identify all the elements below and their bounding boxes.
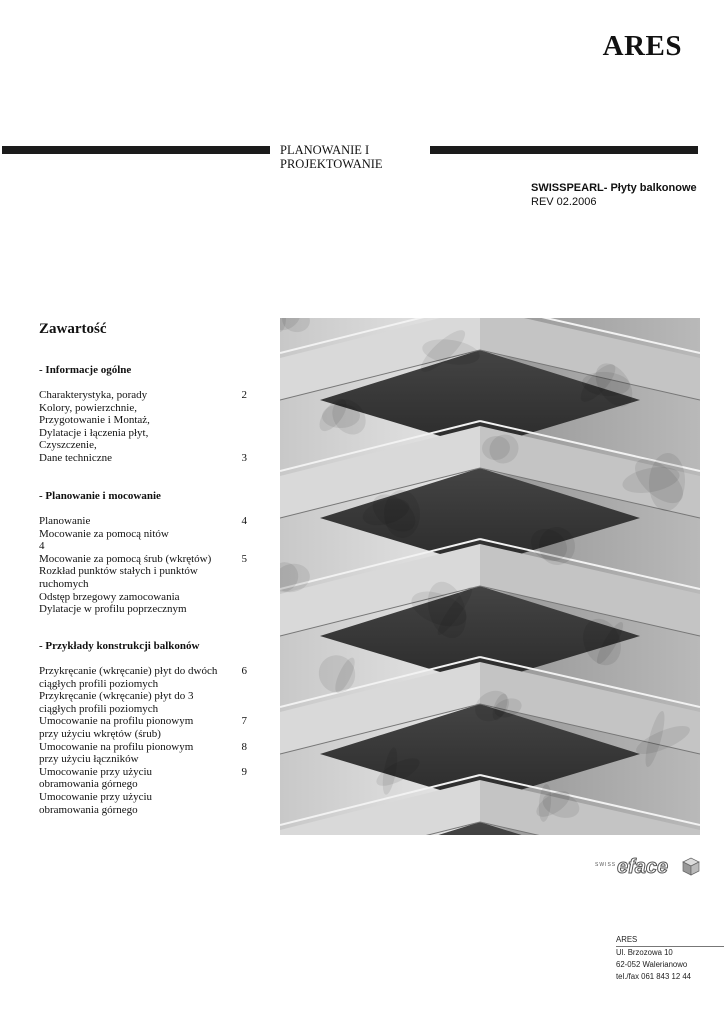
toc-entry xyxy=(39,439,249,452)
toc-entry-page xyxy=(247,427,249,440)
toc-entry-text: Planowanie xyxy=(39,515,91,527)
address-company: ARES xyxy=(616,934,724,947)
toc-entry xyxy=(39,603,249,616)
toc-section-list xyxy=(39,665,249,816)
toc-entry xyxy=(39,703,249,716)
toc-entry xyxy=(39,578,249,591)
toc-entry xyxy=(39,715,249,728)
toc-entry-text: Czyszczenie, xyxy=(39,439,97,452)
toc-entry-page xyxy=(247,591,249,604)
toc-entry-page xyxy=(247,540,249,553)
toc-entry-page xyxy=(247,578,249,591)
toc-entry xyxy=(39,728,249,741)
toc-section-list xyxy=(39,515,249,616)
address-street: Ul. Brzozowa 10 xyxy=(616,948,673,957)
toc-entry-text: Przygotowanie i Montaż, xyxy=(39,414,150,427)
toc-entry xyxy=(39,678,249,691)
toc-entry xyxy=(39,402,249,415)
toc-entry-text: Charakterystyka, porady xyxy=(39,389,148,401)
product-info xyxy=(531,181,697,209)
toc-section-heading: - Przykłady konstrukcji balkonów xyxy=(39,640,200,652)
toc-entry-text: Umocowanie na profilu pionowym xyxy=(39,740,194,753)
toc-entry-page: 4 xyxy=(241,515,247,527)
toc-entry-page xyxy=(247,690,249,703)
toc-entry-text: 4 xyxy=(39,540,45,553)
toc-entry-text: Dane techniczne xyxy=(39,451,112,464)
toc-entry-page xyxy=(247,402,249,415)
toc-entry-page: 2 xyxy=(241,389,247,401)
toc-entry-text: Umocowanie na profilu pionowym xyxy=(39,715,194,728)
toc-entry xyxy=(39,665,249,678)
toc-entry-page: 8 xyxy=(241,740,247,753)
toc-entry xyxy=(39,540,249,553)
address-city: 62-052 Walerianowo xyxy=(616,960,688,969)
header-rule-left xyxy=(2,146,270,154)
toc-entry-page: 7 xyxy=(241,715,247,728)
toc-entry-text: przy użyciu łączników xyxy=(39,753,139,766)
toc-entry xyxy=(39,778,249,791)
toc-entry xyxy=(39,553,249,566)
toc-entry-page xyxy=(247,603,249,616)
toc-entry-text: Kolory, powierzchnie, xyxy=(39,401,137,414)
toc-entry xyxy=(39,389,249,402)
toc-entry-text: obramowania górnego xyxy=(39,778,138,791)
toc-entry xyxy=(39,427,249,440)
balcony-photo xyxy=(280,318,700,835)
toc-entry-page xyxy=(247,804,249,817)
product-title: SWISSPEARL- Płyty balkonowe xyxy=(531,182,697,194)
toc-entry xyxy=(39,791,249,804)
swiss-eface-logo xyxy=(595,852,705,880)
toc-entry-text: Rozkład punktów stałych i punktów xyxy=(39,565,198,578)
toc-entry-text: obramowania górnego xyxy=(39,803,138,816)
logo-small-text: SWISS xyxy=(595,862,617,868)
toc-entry-page xyxy=(247,753,249,766)
toc-entry-page xyxy=(247,678,249,691)
toc-entry-text: Przykręcanie (wkręcanie) płyt do 3 xyxy=(39,690,194,703)
section-title xyxy=(280,143,420,171)
toc-entry-page xyxy=(247,528,249,541)
toc-entry xyxy=(39,528,249,541)
toc-entry xyxy=(39,515,249,528)
toc-entry-text: Mocowanie za pomocą śrub (wkrętów) xyxy=(39,552,212,565)
section-title-line-1: PLANOWANIE I xyxy=(280,143,370,157)
toc-entry xyxy=(39,565,249,578)
toc-entry-page xyxy=(247,728,249,741)
toc-entry-page: 9 xyxy=(241,765,247,778)
toc-entry-text: ruchomych xyxy=(39,577,89,590)
cube-icon xyxy=(683,858,699,875)
toc-title: Zawartość xyxy=(39,321,107,337)
toc-entry-text: Umocowanie przy użyciu xyxy=(39,765,153,778)
address-phone: tel./fax 061 843 12 44 xyxy=(616,972,691,981)
toc-entry-page xyxy=(247,703,249,716)
toc-entry-text: przy użyciu wkrętów (śrub) xyxy=(39,727,161,740)
header-rule-right xyxy=(430,146,698,154)
toc-entry-page: 6 xyxy=(241,665,247,677)
toc-entry-text: Mocowanie za pomocą nitów xyxy=(39,527,169,540)
toc-entry-text: Dylatacje i łączenia płyt, xyxy=(39,426,149,439)
toc-entry-text: ciągłych profili poziomych xyxy=(39,677,159,690)
toc-entry-text: Przykręcanie (wkręcanie) płyt do dwóch xyxy=(39,665,218,677)
address-block xyxy=(616,934,724,983)
toc-entry xyxy=(39,741,249,754)
toc-entry-page: 5 xyxy=(241,552,247,565)
toc-entry xyxy=(39,452,249,465)
toc-entry xyxy=(39,753,249,766)
toc-entry-page xyxy=(247,439,249,452)
toc-entry-page xyxy=(247,565,249,578)
toc-entry xyxy=(39,414,249,427)
logo-text: eface xyxy=(617,856,669,878)
toc-entry-text: Odstęp brzegowy zamocowania xyxy=(39,590,180,603)
toc-entry-page xyxy=(247,414,249,427)
brand-title: ARES xyxy=(602,30,682,62)
toc-entry-page: 3 xyxy=(241,451,247,464)
toc-entry xyxy=(39,690,249,703)
toc-section-heading: - Planowanie i mocowanie xyxy=(39,490,161,502)
toc-section-list xyxy=(39,389,249,465)
toc-entry-text: Dylatacje w profilu poprzecznym xyxy=(39,603,187,616)
toc-entry-text: Umocowanie przy użyciu xyxy=(39,790,153,803)
section-title-line-2: PROJEKTOWANIE xyxy=(280,157,383,171)
toc-entry xyxy=(39,804,249,817)
toc-entry xyxy=(39,766,249,779)
toc-entry-page xyxy=(247,791,249,804)
toc-section-heading: - Informacje ogólne xyxy=(39,364,132,376)
toc-entry-text: ciągłych profili poziomych xyxy=(39,702,159,715)
product-revision: REV 02.2006 xyxy=(531,196,597,208)
toc-entry xyxy=(39,591,249,604)
toc-entry-page xyxy=(247,778,249,791)
